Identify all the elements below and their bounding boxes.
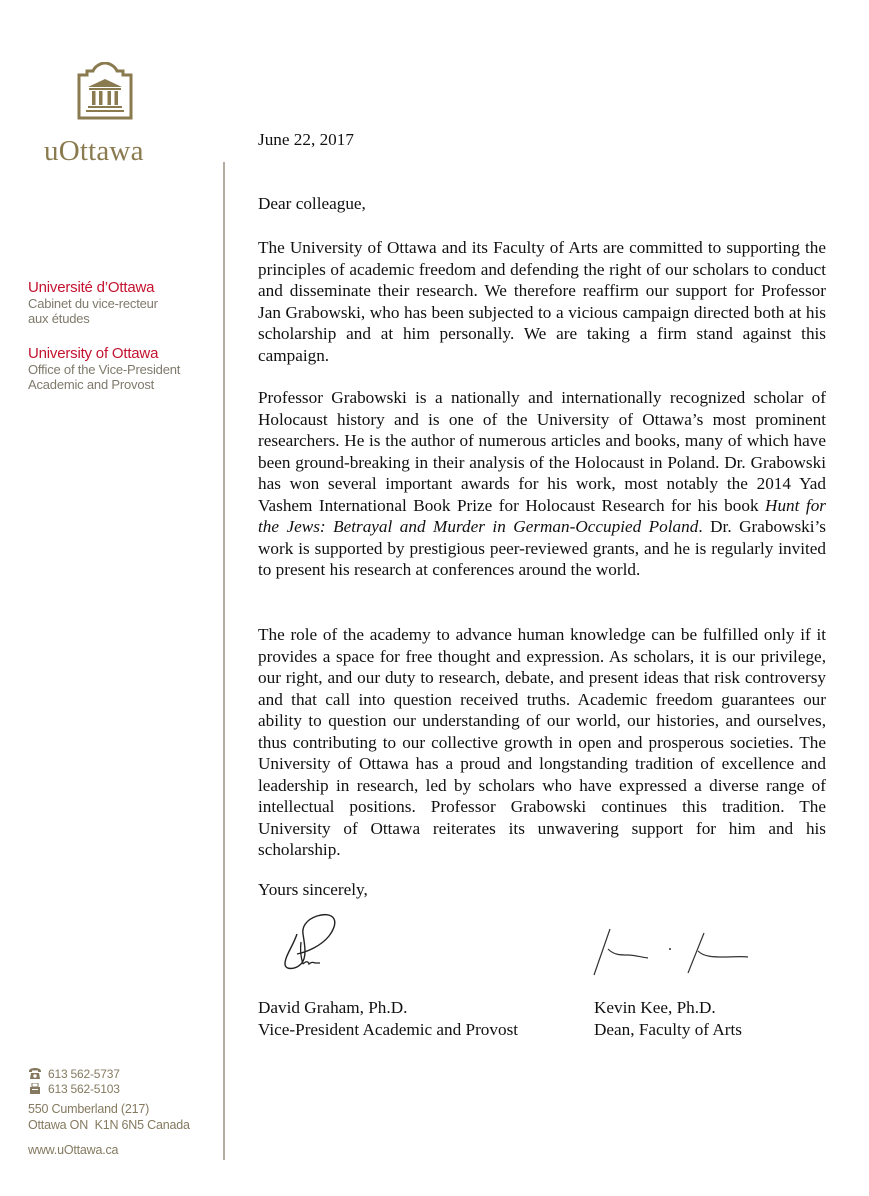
- signatory-title: Vice-President Academic and Provost: [258, 1019, 519, 1039]
- address-line1: 550 Cumberland (217): [28, 1102, 150, 1116]
- office-block-french: [28, 279, 158, 326]
- paragraph-2-text-a: Professor Grabowski is a nationally and internationally recognized scholar of Holocaust history and is one of the University of Ottawa’s most prominent researchers. He is the author of numerous articles and books, many of which have been ground-breaking in their analysis of the Holocaust in Poland. Dr. Grabowski has won several important awards for his work, most notably the 2014 Yad Vashem International Book Prize for Holocaust Research for his book: [258, 388, 826, 515]
- signatory-graham: [258, 997, 518, 1040]
- paragraph-3: The role of the academy to advance human knowledge can be fulfilled only if it provides a space for free thought and expression. As scholars, it is our privilege, our right, and our duty to research, debate, and present ideas that risk controversy and that call into question received truths. Academic freedom guarantees our ability to question our understanding of our world, our histories, and ourselves, thus contributing to our collective growth in open and prosperous societies. The University of Ottawa has a proud and longstanding tradition of excellence and leadership in research, led by scholars who have expressed a diverse range of intellectual positions. Professor Grabowski continues this tradition. The University of Ottawa reiterates its unwavering support for him and his scholarship.: [258, 625, 826, 859]
- office-name-french-line1: Cabinet du vice-recteur: [28, 296, 158, 311]
- fax-icon: [28, 1083, 42, 1094]
- university-building-icon: [77, 62, 133, 120]
- website-link[interactable]: www.uOttawa.ca: [28, 1143, 119, 1157]
- mailing-address: [28, 1101, 190, 1133]
- letter-date: June 22, 2017: [258, 130, 354, 149]
- signature-icon: [275, 912, 355, 974]
- salutation: Dear colleague,: [258, 194, 366, 213]
- institution-name-english: University of Ottawa: [28, 345, 159, 362]
- book-title: Hunt for the Jews: Betrayal and Murder in German-Occupied Poland: [258, 495, 826, 536]
- address-line2: Ottawa ON K1N 6N5 Canada: [28, 1118, 190, 1132]
- fax-row: [28, 1081, 120, 1096]
- contact-numbers: [28, 1066, 120, 1096]
- signatory-title: Dean, Faculty of Arts: [594, 1019, 742, 1039]
- uottawa-wordmark: uOttawa: [44, 135, 144, 167]
- paragraph-2: [258, 387, 826, 581]
- sidebar-divider: [223, 162, 225, 1160]
- institution-name-french: Université d’Ottawa: [28, 279, 155, 296]
- signatory-kee: [594, 997, 742, 1040]
- signature-icon: [590, 925, 770, 977]
- paragraph-1: The University of Ottawa and its Faculty of Arts are committed to supporting the principles of academic freedom and defending the right of our scholars to conduct and disseminate their research. We therefore reaffirm our support for Professor Jan Grabowski, who has been subjected to a vicious campaign directed both at his scholarship and at him personally. We are taking a firm stand against this campaign.: [258, 238, 826, 365]
- fax-number: 613 562-5103: [48, 1081, 120, 1096]
- phone-number: 613 562-5737: [48, 1066, 120, 1081]
- closing: Yours sincerely,: [258, 880, 368, 899]
- office-name-english-line1: Office of the Vice-President: [28, 362, 181, 377]
- telephone-icon: [28, 1068, 42, 1079]
- office-name-english-line2: Academic and Provost: [28, 377, 155, 392]
- signatory-name: David Graham, Ph.D.: [258, 998, 408, 1017]
- signatory-name: Kevin Kee, Ph.D.: [594, 998, 716, 1017]
- paragraph-2-text-b: . Dr. Grabowski’s work is supported by prestigious peer-reviewed grants, and he is regularly invited to present his research at conferences around the world.: [258, 517, 826, 579]
- office-name-french-line2: aux études: [28, 311, 90, 326]
- phone-row: [28, 1066, 120, 1081]
- office-block-english: [28, 345, 180, 392]
